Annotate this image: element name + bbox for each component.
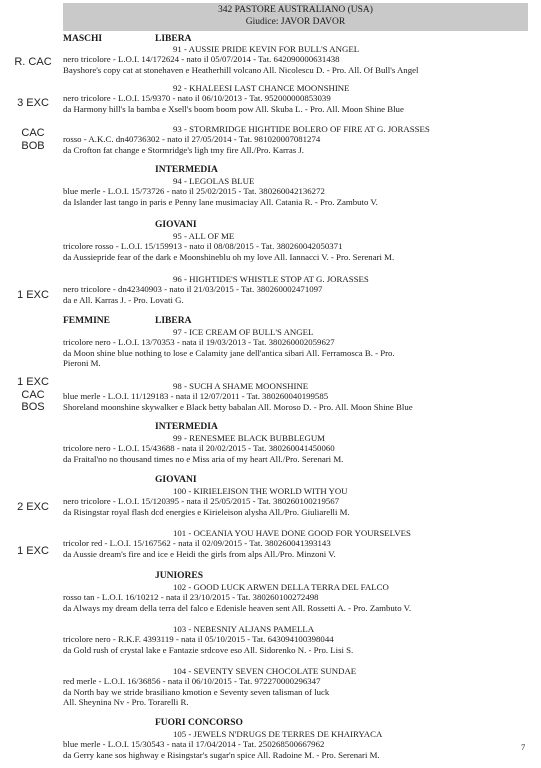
entry-pedigree: da Risingstar royal flash dcd energies e Kirieleison alysha All./Pro. Giuliarelli M. bbox=[63, 506, 350, 517]
entry-title: 92 - KHALEESI LAST CHANCE MOONSHINE bbox=[173, 83, 350, 93]
entry-102 bbox=[63, 582, 538, 613]
entry-105 bbox=[63, 729, 538, 760]
entry-101 bbox=[63, 528, 538, 559]
entry-pedigree: da Islander last tango in paris e Penny lane musimaciay All. Catania R. - Pro. Zambuto V. bbox=[63, 196, 378, 207]
entry-details: tricolore nero - L.O.I. 15/43688 - nata il 20/02/2015 - Tat. 380260041450060 bbox=[63, 443, 335, 454]
entry-title: 104 - SEVENTY SEVEN CHOCOLATE SUNDAE bbox=[173, 666, 357, 676]
entry-104 bbox=[63, 666, 538, 708]
entry-pedigree: da Aussiepride fear of the dark e Moonshineblu oh my love All. Iannacci V. - Pro. Serenari M. bbox=[63, 251, 395, 262]
entry-pedigree: da Gold rush of crystal lake e Fantazie srdcove eso All. Sidorenko N. - Pro. Lisi S. bbox=[63, 644, 354, 655]
award-100: 2 EXC bbox=[17, 501, 49, 513]
entry-details: red merle - L.O.I. 16/36856 - nata il 06/10/2015 - Tat. 972270000296347 bbox=[63, 676, 321, 687]
entry-details: rosso tan - L.O.I. 16/10212 - nata il 23/10/2015 - Tat. 380260100272498 bbox=[63, 592, 319, 603]
entry-91 bbox=[63, 44, 538, 75]
award-98: 1 EXC CAC BOS bbox=[17, 376, 49, 413]
entry-98 bbox=[63, 381, 538, 412]
class-intermedia-females: INTERMEDIA bbox=[155, 422, 218, 432]
entry-title: 98 - SUCH A SHAME MOONSHINE bbox=[173, 381, 309, 391]
award-91: R. CAC bbox=[14, 56, 52, 68]
class-giovani-females: GIOVANI bbox=[155, 475, 197, 485]
entry-details: nero tricolore - L.O.I. 15/9370 - nato il 06/10/2013 - Tat. 952000000853039 bbox=[63, 93, 331, 104]
entry-title: 103 - NEBESNIY ALJANS PAMELLA bbox=[173, 624, 315, 634]
award-96: 1 EXC bbox=[17, 289, 49, 301]
entry-92 bbox=[63, 83, 538, 114]
entry-pedigree: da Always my dream della terra del falco e Edenisle heaven sent All. Rossetti A. - Pro. Zambuto V. bbox=[63, 602, 412, 613]
entry-title: 95 - ALL OF ME bbox=[173, 231, 235, 241]
class-intermedia-males: INTERMEDIA bbox=[155, 165, 218, 175]
entry-95 bbox=[63, 231, 538, 262]
entry-pedigree: da Aussie dream's fire and ice e Heidi the girls from alps All./Pro. Minzoni V. bbox=[63, 548, 336, 559]
entry-title: 102 - GOOD LUCK ARWEN DELLA TERRA DEL FALCO bbox=[173, 582, 389, 592]
entry-pedigree: da Crofton fat change e Stormridge's ligh tmy fire All./Pro. Karras J. bbox=[63, 144, 305, 155]
entry-pedigree: Shoreland moonshine skywalker e Black betty babalan All. Moroso D. - Pro. All. Moon Shine Blue bbox=[63, 401, 413, 412]
section-out-of-competition: FUORI CONCORSO bbox=[155, 718, 243, 728]
entry-details: tricolor red - L.O.I. 15/167562 - nata il 02/09/2015 - Tat. 380260041393143 bbox=[63, 538, 331, 549]
entry-pedigree: da Moon shine blue nothing to lose e Calamity jane dell'antica sibari All. Ferramosca B. - Pro. bbox=[63, 347, 395, 358]
award-93: CAC BOB bbox=[21, 127, 45, 152]
entry-pedigree: da Harmony hill's la bamba e Xsell's boom boom pow All. Skuba L. - Pro. All. Moon Shine Blue bbox=[63, 103, 404, 114]
entry-title: 91 - AUSSIE PRIDE KEVIN FOR BULL'S ANGEL bbox=[173, 44, 360, 54]
entry-details: rosso - A.K.C. dn40736302 - nato il 27/05/2014 - Tat. 981020007081274 bbox=[63, 134, 321, 145]
entry-pedigree: da Gerry kane sos highway e Risingstar's sugar'n spice All. Radoine M. - Pro. Serenari M. bbox=[63, 749, 380, 760]
entry-pedigree: da e All. Karras J. - Pro. Lovati G. bbox=[63, 294, 184, 305]
entry-title: 94 - LEGOLAS BLUE bbox=[173, 176, 255, 186]
entry-title: 101 - OCEANIA YOU HAVE DONE GOOD FOR YOURSELVES bbox=[173, 528, 411, 538]
class-libera-males: LIBERA bbox=[155, 34, 192, 44]
entry-details: tricolore rosso - L.O.I. 15/159913 - nato il 08/08/2015 - Tat. 380260042050371 bbox=[63, 241, 343, 252]
entry-title: 93 - STORMRIDGE HIGHTIDE BOLERO OF FIRE AT G. JORASSES bbox=[173, 124, 430, 134]
class-juniores-females: JUNIORES bbox=[155, 571, 204, 581]
entry-pedigree: da Fraital'no no thousand times no e Miss aria of my heart All./Pro. Serenari M. bbox=[63, 453, 344, 464]
entry-title: 105 - JEWELS N'DRUGS DE TERRES DE KHAIRYACA bbox=[173, 729, 383, 739]
class-giovani-males: GIOVANI bbox=[155, 220, 197, 230]
entry-99 bbox=[63, 433, 538, 464]
catalog-header bbox=[63, 3, 528, 31]
entry-103 bbox=[63, 624, 538, 655]
judge-name: Giudice: JAVOR DAVOR bbox=[245, 17, 346, 27]
section-females: FEMMINE bbox=[63, 316, 110, 326]
entry-details: tricolore nero - L.O.I. 13/70353 - nata il 19/03/2013 - Tat. 380260002059627 bbox=[63, 337, 335, 348]
entry-pedigree: da North bay we stride brasiliano kmotion e Seventy seven talisman of luck bbox=[63, 686, 330, 697]
entry-details: nero tricolore - L.O.I. 14/172624 - nato il 05/07/2014 - Tat. 642090000631438 bbox=[63, 54, 340, 65]
entry-details: blue merle - L.O.I. 15/30543 - nata il 17/04/2014 - Tat. 250268500667962 bbox=[63, 739, 325, 750]
entry-details: blue merle - L.O.I. 15/73726 - nato il 25/02/2015 - Tat. 380260042136272 bbox=[63, 186, 325, 197]
section-males: MASCHI bbox=[63, 34, 103, 44]
page-number: 7 bbox=[521, 742, 526, 752]
entry-details: blue merle - L.O.I. 11/129183 - nata il 12/07/2011 - Tat. 380260040199585 bbox=[63, 391, 329, 402]
entry-100 bbox=[63, 486, 538, 517]
breed-title: 342 PASTORE AUSTRALIANO (USA) bbox=[218, 5, 373, 15]
award-92: 3 EXC bbox=[17, 97, 49, 109]
entry-97 bbox=[63, 327, 538, 369]
entry-title: 100 - KIRIELEISON THE WORLD WITH YOU bbox=[173, 486, 348, 496]
entry-93 bbox=[63, 124, 538, 155]
entry-title: 99 - RENESMEE BLACK BUBBLEGUM bbox=[173, 433, 325, 443]
entry-pedigree-cont: All. Sheynina Nv - Pro. Torarelli R. bbox=[63, 697, 189, 708]
entry-pedigree: Bayshore's copy cat at stonehaven e Heatherhill volcano All. Nicolescu D. - Pro. All. Of Bull's Angel bbox=[63, 64, 419, 75]
entry-title: 96 - HIGHTIDE'S WHISTLE STOP AT G. JORASSES bbox=[173, 274, 369, 284]
award-101: 1 EXC bbox=[17, 545, 49, 557]
entry-title: 97 - ICE CREAM OF BULL'S ANGEL bbox=[173, 327, 314, 337]
entry-94 bbox=[63, 176, 538, 207]
entry-details: nero tricolore - dn42340903 - nato il 21/03/2015 - Tat. 380260002471097 bbox=[63, 284, 323, 295]
entry-pedigree-cont: Pieroni M. bbox=[63, 358, 101, 369]
entry-details: nero tricolore - L.O.I. 15/120395 - nata il 25/05/2015 - Tat. 380260100219567 bbox=[63, 496, 340, 507]
entry-details: tricolore nero - R.K.F. 4393119 - nata il 05/10/2015 - Tat. 643094100398044 bbox=[63, 634, 334, 645]
entry-96 bbox=[63, 274, 538, 305]
class-libera-females: LIBERA bbox=[155, 316, 192, 326]
